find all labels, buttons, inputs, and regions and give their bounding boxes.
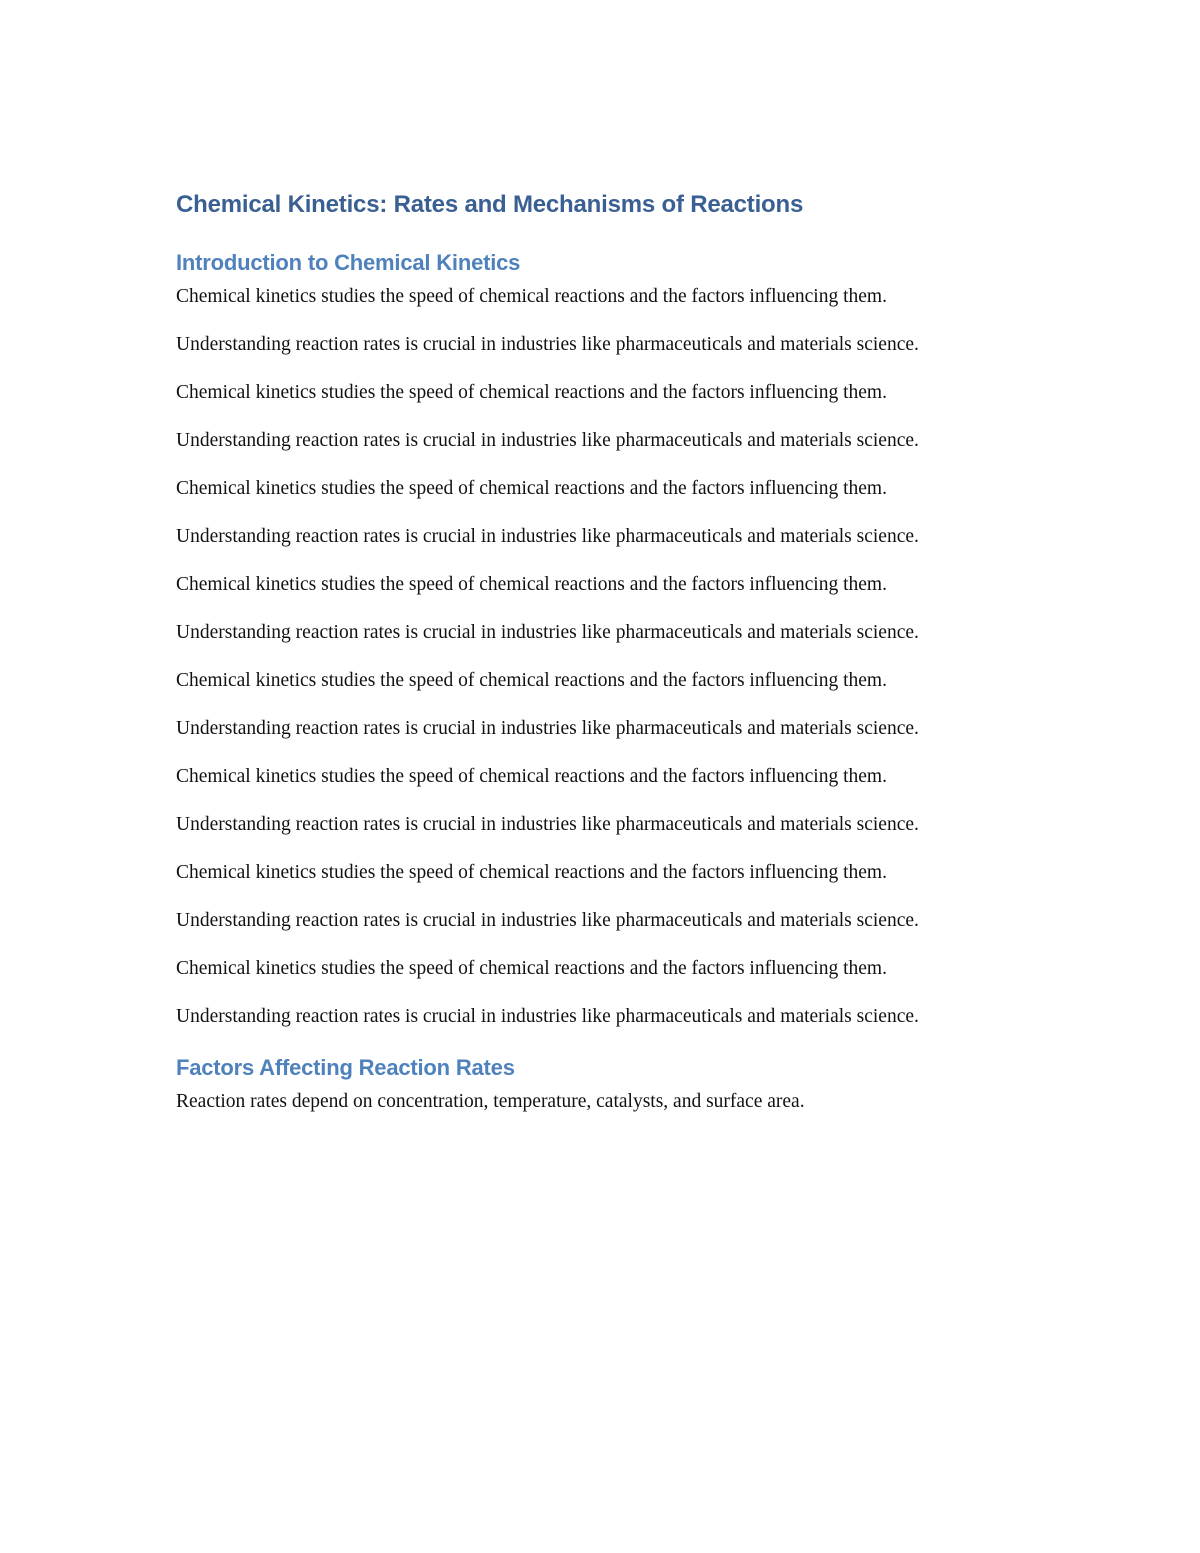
paragraph: Reaction rates depend on concentration, temperature, catalysts, and surface area. <box>176 1091 805 1112</box>
paragraph: Chemical kinetics studies the speed of chemical reactions and the factors influencing them. <box>176 286 887 307</box>
paragraph: Understanding reaction rates is crucial in industries like pharmaceuticals and materials science. <box>176 814 919 835</box>
section-heading-factors: Factors Affecting Reaction Rates <box>176 1055 515 1080</box>
paragraph: Understanding reaction rates is crucial in industries like pharmaceuticals and materials science. <box>176 622 919 643</box>
document-title: Chemical Kinetics: Rates and Mechanisms of Reactions <box>176 191 804 218</box>
paragraph: Chemical kinetics studies the speed of chemical reactions and the factors influencing them. <box>176 958 887 979</box>
paragraph: Chemical kinetics studies the speed of chemical reactions and the factors influencing them. <box>176 574 887 595</box>
paragraph: Understanding reaction rates is crucial in industries like pharmaceuticals and materials science. <box>176 910 919 931</box>
paragraph: Understanding reaction rates is crucial in industries like pharmaceuticals and materials science. <box>176 334 919 355</box>
paragraph: Understanding reaction rates is crucial in industries like pharmaceuticals and materials science. <box>176 430 919 451</box>
paragraph: Chemical kinetics studies the speed of chemical reactions and the factors influencing them. <box>176 766 887 787</box>
paragraph: Chemical kinetics studies the speed of chemical reactions and the factors influencing them. <box>176 670 887 691</box>
paragraph: Understanding reaction rates is crucial in industries like pharmaceuticals and materials science. <box>176 1006 919 1027</box>
paragraph: Chemical kinetics studies the speed of chemical reactions and the factors influencing them. <box>176 382 887 403</box>
paragraph: Understanding reaction rates is crucial in industries like pharmaceuticals and materials science. <box>176 718 919 739</box>
document-body <box>176 188 1036 1135</box>
paragraph: Chemical kinetics studies the speed of chemical reactions and the factors influencing them. <box>176 862 887 883</box>
paragraph: Understanding reaction rates is crucial in industries like pharmaceuticals and materials science. <box>176 526 919 547</box>
paragraph: Chemical kinetics studies the speed of chemical reactions and the factors influencing them. <box>176 478 887 499</box>
section-heading-introduction: Introduction to Chemical Kinetics <box>176 250 521 275</box>
